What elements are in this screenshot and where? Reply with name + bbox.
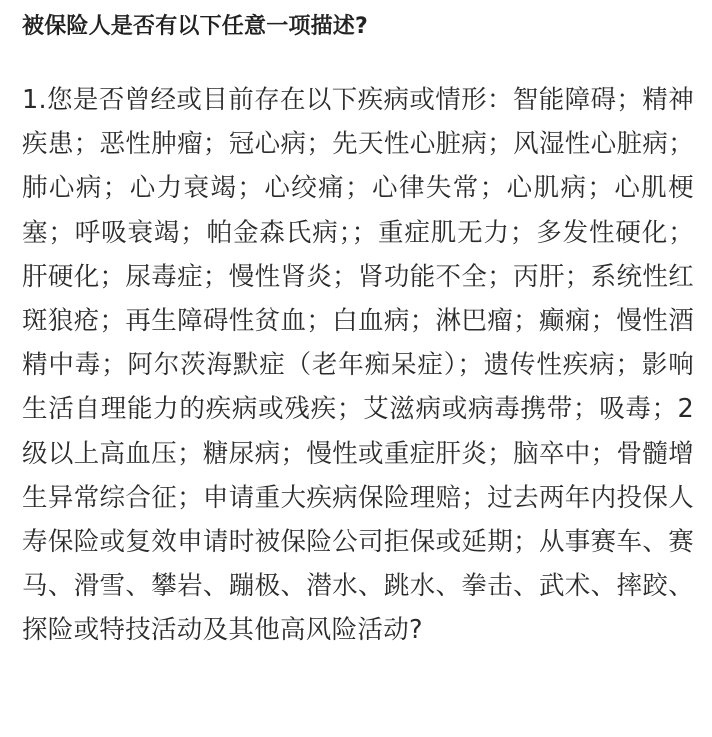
- question-item-1: 1.您是否曾经或目前存在以下疾病或情形：智能障碍；精神疾患；恶性肿瘤；冠心病；先天性心脏病；风湿性心脏病；肺心病；心力衰竭；心绞痛；心律失常；心肌病；心肌梗塞；呼吸衰竭；帕金森氏病；；重症肌无力；多发性硬化；肝硬化；尿毒症；慢性肾炎；肾功能不全；丙肝；系统性红斑狼疮；再生障碍性贫血；白血病；淋巴瘤；癫痫；慢性酒精中毒；阿尔茨海默症（老年痴呆症）；遗传性疾病；影响生活自理能力的疾病或残疾；艾滋病或病毒携带；吸毒；2级以上高血压；糖尿病；慢性或重症肝炎；脑卒中；骨髓增生异常综合征；申请重大疾病保险理赔；过去两年内投保人寿保险或复效申请时被保险公司拒保或延期；从事赛车、赛马、滑雪、攀岩、蹦极、潜水、跳水、拳击、武术、摔跤、探险或特技活动及其他高风险活动?: [22, 85, 694, 646]
- question-title: 被保险人是否有以下任意一项描述?: [22, 14, 368, 39]
